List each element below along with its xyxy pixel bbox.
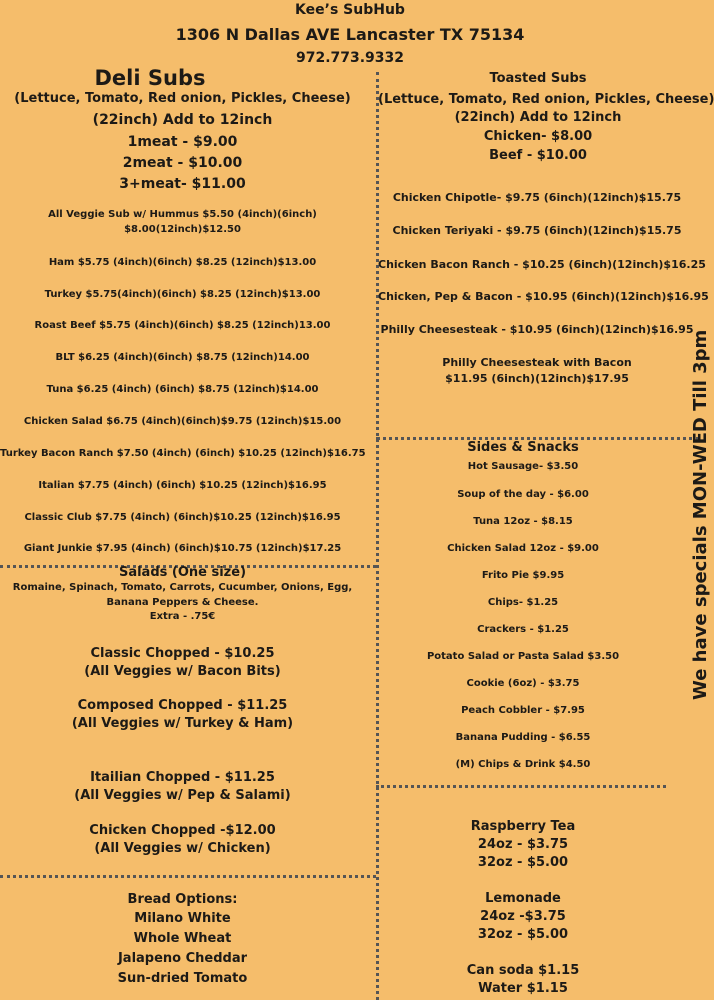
deli-item: Roast Beef $5.75 (4inch)(6inch) $8.25 (12inch)13.00 xyxy=(34,320,331,331)
drink-lemonade-24oz: 24oz -$3.75 xyxy=(480,909,566,924)
side-item: Crackers - $1.25 xyxy=(477,624,569,635)
salad-name: Classic Chopped - $10.25 xyxy=(90,646,275,661)
divider-sides-drinks xyxy=(376,785,666,788)
deli-item: Tuna $6.25 (4inch) (6inch) $8.75 (12inch)$14.00 xyxy=(46,384,319,395)
side-item: Hot Sausage- $3.50 xyxy=(467,461,579,472)
bread-option: Milano White xyxy=(134,911,231,926)
toasted-item: Chicken Teriyaki - $9.75 (6inch)(12inch)$15.75 xyxy=(392,224,682,237)
salads-ingredients-2: Banana Peppers & Cheese. xyxy=(106,597,259,608)
drink-raspberry-24oz: 24oz - $3.75 xyxy=(477,837,569,852)
salad-name: Chicken Chopped -$12.00 xyxy=(89,823,276,838)
bread-option: Whole Wheat xyxy=(133,931,232,946)
side-item: (M) Chips & Drink $4.50 xyxy=(455,759,591,770)
salads-extra: Extra - .75€ xyxy=(149,611,216,622)
toasted-size-note: (22inch) Add to 12inch xyxy=(454,110,622,125)
shop-address: 1306 N Dallas AVE Lancaster TX 75134 xyxy=(175,25,525,44)
divider-salads-bread xyxy=(0,875,376,878)
deli-price-3meat: 3+meat- $11.00 xyxy=(119,176,246,192)
toasted-price-chicken: Chicken- $8.00 xyxy=(483,129,593,144)
deli-price-1meat: 1meat - $9.00 xyxy=(127,134,238,150)
deli-title: Deli Subs xyxy=(94,66,206,90)
drink-raspberry-title: Raspberry Tea xyxy=(470,819,576,834)
deli-item: Turkey $5.75(4inch)(6inch) $8.25 (12inch)$13.00 xyxy=(44,289,321,300)
bread-option: Sun-dried Tomato xyxy=(117,971,248,986)
salad-desc: (All Veggies w/ Turkey & Ham) xyxy=(71,716,294,731)
toasted-toppings: (Lettuce, Tomato, Red onion, Pickles, Cheese) xyxy=(378,92,714,107)
toasted-title: Toasted Subs xyxy=(489,71,587,86)
side-item: Peach Cobbler - $7.95 xyxy=(461,705,585,716)
side-item: Chips- $1.25 xyxy=(487,597,559,608)
drink-lemonade-title: Lemonade xyxy=(485,891,561,906)
side-item: Chicken Salad 12oz - $9.00 xyxy=(447,543,599,554)
shop-phone: 972.773.9332 xyxy=(295,50,405,66)
sides-title: Sides & Snacks xyxy=(467,440,579,455)
shop-name: Kee’s SubHub xyxy=(295,2,405,18)
side-item: Banana Pudding - $6.55 xyxy=(455,732,591,743)
salads-title: Salads (One size) xyxy=(118,565,247,580)
bread-option: Jalapeno Cheddar xyxy=(117,951,248,966)
side-item: Frito Pie $9.95 xyxy=(481,570,565,581)
salad-name: Composed Chopped - $11.25 xyxy=(77,698,288,713)
toasted-item: Chicken Chipotle- $9.75 (6inch)(12inch)$15.75 xyxy=(392,191,682,204)
salad-desc: (All Veggies w/ Bacon Bits) xyxy=(84,664,281,679)
salad-name: Itailian Chopped - $11.25 xyxy=(90,770,275,785)
drink-raspberry-32oz: 32oz - $5.00 xyxy=(477,855,569,870)
salad-desc: (All Veggies w/ Pep & Salami) xyxy=(74,788,291,803)
toasted-item: Chicken Bacon Ranch - $10.25 (6inch)(12inch)$16.25 xyxy=(378,258,706,271)
toasted-philly-bacon-2: $11.95 (6inch)(12inch)$17.95 xyxy=(445,372,629,385)
deli-item: Turkey Bacon Ranch $7.50 (4inch) (6inch) $10.25 (12inch)$16.75 xyxy=(0,448,366,459)
drink-water: Water $1.15 xyxy=(478,981,568,996)
deli-item: Ham $5.75 (4inch)(6inch) $8.25 (12inch)$13.00 xyxy=(48,257,317,268)
deli-item: Italian $7.75 (4inch) (6inch) $10.25 (12inch)$16.95 xyxy=(38,480,327,491)
deli-price-2meat: 2meat - $10.00 xyxy=(122,155,243,171)
salads-ingredients-1: Romaine, Spinach, Tomato, Carrots, Cucumber, Onions, Egg, xyxy=(12,582,353,593)
side-item: Cookie (6oz) - $3.75 xyxy=(466,678,580,689)
drink-can-soda: Can soda $1.15 xyxy=(466,963,580,978)
deli-item: Chicken Salad $6.75 (4inch)(6inch)$9.75 (12inch)$15.00 xyxy=(23,416,342,427)
toasted-item: Philly Cheesesteak - $10.95 (6inch)(12inch)$16.95 xyxy=(380,323,694,336)
deli-item: Classic Club $7.75 (4inch) (6inch)$10.25 (12inch)$16.95 xyxy=(24,512,341,523)
toasted-philly-bacon-1: Philly Cheesesteak with Bacon xyxy=(442,356,632,369)
bread-title: Bread Options: xyxy=(127,892,238,907)
deli-veggie-line1: All Veggie Sub w/ Hummus $5.50 (4inch)(6inch) xyxy=(48,209,317,220)
specials-banner: We have specials MON-WED Till 3pm xyxy=(690,329,711,700)
drink-lemonade-32oz: 32oz - $5.00 xyxy=(477,927,569,942)
salad-desc: (All Veggies w/ Chicken) xyxy=(94,841,271,856)
toasted-price-beef: Beef - $10.00 xyxy=(489,148,587,163)
deli-veggie-line2: $8.00(12inch)$12.50 xyxy=(124,224,241,235)
deli-item: BLT $6.25 (4inch)(6inch) $8.75 (12inch)14.00 xyxy=(55,352,310,363)
side-item: Soup of the day - $6.00 xyxy=(457,489,589,500)
side-item: Tuna 12oz - $8.15 xyxy=(473,516,573,527)
deli-size-note: (22inch) Add to 12inch xyxy=(92,112,273,128)
deli-item: Giant Junkie $7.95 (4inch) (6inch)$10.75 (12inch)$17.25 xyxy=(23,543,342,554)
side-item: Potato Salad or Pasta Salad $3.50 xyxy=(426,651,620,662)
toasted-item: Chicken, Pep & Bacon - $10.95 (6inch)(12inch)$16.95 xyxy=(378,290,709,303)
deli-toppings: (Lettuce, Tomato, Red onion, Pickles, Cheese) xyxy=(14,91,351,106)
